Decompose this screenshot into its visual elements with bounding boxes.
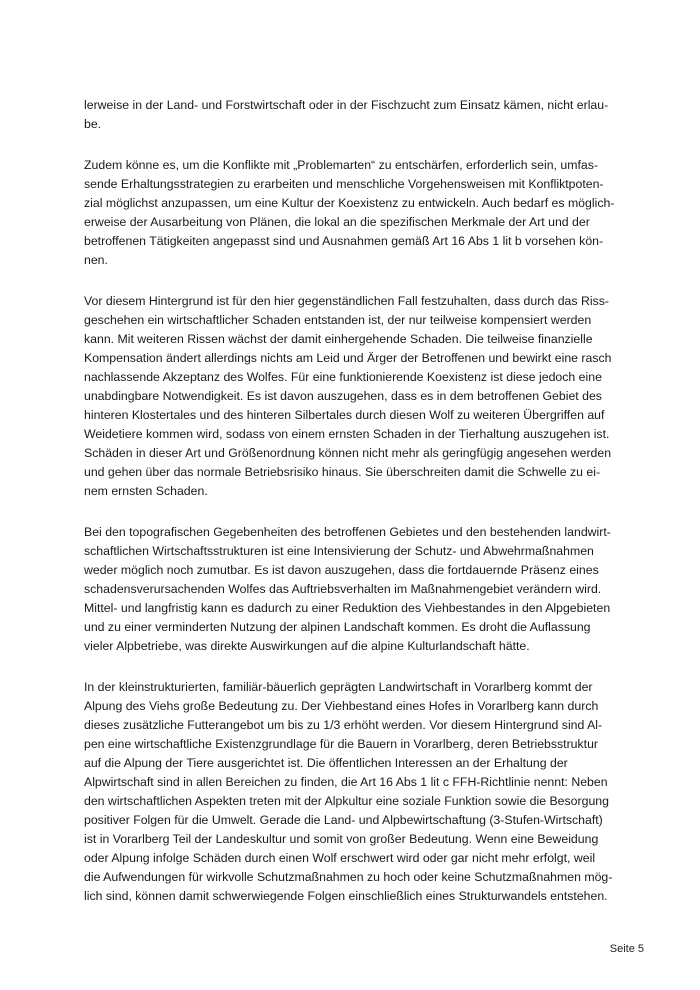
text-line: sende Erhaltungsstrategien zu erarbeiten und menschliche Vorgehensweisen mit Konfliktpoten-	[84, 177, 604, 191]
text-line: hinteren Klostertales und des hinteren Silbertales durch diesen Wolf zu weiteren Übergriffen auf	[84, 408, 605, 422]
text-line: betroffenen Tätigkeiten angepasst sind und Ausnahmen gemäß Art 16 Abs 1 lit b vorsehen kön-	[84, 234, 604, 248]
text-line: Alpung des Viehs große Bedeutung zu. Der Viehbestand eines Hofes in Vorarlberg kann durch	[84, 699, 599, 713]
page-body	[84, 96, 644, 928]
text-line: nachlassende Akzeptanz des Wolfes. Für eine funktionierende Koexistenz ist diese jedoch eine	[84, 370, 602, 384]
text-line: be.	[84, 117, 102, 131]
text-line: erweise der Ausarbeitung von Plänen, die lokal an die spezifischen Merkmale der Art und der	[84, 215, 590, 229]
text-line: In der kleinstrukturierten, familiär-bäuerlich geprägten Landwirtschaft in Vorarlberg kommt der	[84, 680, 593, 694]
text-line: geschehen ein wirtschaftlicher Schaden entstanden ist, der nur teilweise kompensiert werden	[84, 313, 592, 327]
text-line: ist in Vorarlberg Teil der Landeskultur und somit von großer Bedeutung. Wenn eine Beweidung	[84, 832, 599, 846]
text-line: Weidetiere kommen wird, sodass von einem ernsten Schaden in der Tierhaltung auszugehen ist.	[84, 427, 610, 441]
text-line: und zu einer verminderten Nutzung der alpinen Landschaft kommen. Es droht die Auflassung	[84, 620, 591, 634]
paragraph-2	[84, 156, 644, 270]
text-line: oder Alpung infolge Schäden durch einen Wolf erschwert wird oder gar nicht mehr erfolgt, weil	[84, 851, 596, 865]
text-line: unabdingbare Notwendigkeit. Es ist davon auszugehen, dass es in dem betroffenen Gebiet des	[84, 389, 602, 403]
text-line: lerweise in der Land- und Forstwirtschaft oder in der Fischzucht zum Einsatz kämen, nicht erlau-	[84, 98, 609, 112]
paragraph-1	[84, 96, 644, 134]
text-line: nen.	[84, 253, 108, 267]
text-line: pen eine wirtschaftliche Existenzgrundlage für die Bauern in Vorarlberg, deren Betriebsstruktur	[84, 737, 599, 751]
page-number: Seite 5	[609, 943, 644, 955]
text-line: positiver Folgen für die Umwelt. Gerade die Land- und Alpbewirtschaftung (3-Stufen-Wirtschaft)	[84, 813, 603, 827]
text-line: Alpwirtschaft sind in allen Bereichen zu finden, die Art 16 Abs 1 lit c FFH-Richtlinie nennt: Neben	[84, 775, 608, 789]
text-line: den wirtschaftlichen Aspekten treten mit der Alpkultur eine soziale Funktion sowie die Besorgung	[84, 794, 609, 808]
text-line: Schäden in dieser Art und Größenordnung können nicht mehr als geringfügig angesehen werden	[84, 446, 612, 460]
text-line: schaftlichen Wirtschaftsstrukturen ist eine Intensivierung der Schutz- und Abwehrmaßnahmen	[84, 544, 594, 558]
text-line: schadensverursachenden Wolfes das Auftriebsverhalten im Maßnahmengebiet verändern wird.	[84, 582, 602, 596]
paragraph-3	[84, 292, 644, 501]
text-line: Vor diesem Hintergrund ist für den hier gegenständlichen Fall festzuhalten, dass durch das Riss-	[84, 294, 609, 308]
text-line: Zudem könne es, um die Konflikte mit „Problemarten“ zu entschärfen, erforderlich sein, umfas-	[84, 158, 598, 172]
paragraph-5	[84, 678, 644, 906]
text-line: Kompensation ändert allerdings nichts am Leid und Ärger der Betroffenen und bewirkt eine rasch	[84, 351, 612, 365]
text-line: Bei den topografischen Gegebenheiten des betroffenen Gebietes und den bestehenden landwirt-	[84, 525, 611, 539]
text-line: kann. Mit weiteren Rissen wächst der damit einhergehende Schaden. Die teilweise finanzielle	[84, 332, 593, 346]
text-line: nem ernsten Schaden.	[84, 484, 208, 498]
text-line: und gehen über das normale Betriebsrisiko hinaus. Sie überschreiten damit die Schwelle zu ei-	[84, 465, 601, 479]
paragraph-4	[84, 523, 644, 656]
text-line: zial möglichst anzupassen, um eine Kultur der Koexistenz zu entwickeln. Auch bedarf es möglich-	[84, 196, 615, 210]
text-line: dieses zusätzliche Futterangebot um bis zu 1/3 erhöht werden. Vor diesem Hintergrund sind Al-	[84, 718, 603, 732]
text-line: lich sind, können damit schwerwiegende Folgen einschließlich eines Strukturwandels entstehen.	[84, 889, 608, 903]
text-line: weder möglich noch zumutbar. Es ist davon auszugehen, dass die fortdauernde Präsenz eines	[84, 563, 599, 577]
text-line: auf die Alpung der Tiere ausgerichtet ist. Die öffentlichen Interessen an der Erhaltung der	[84, 756, 568, 770]
text-line: die Aufwendungen für wirkvolle Schutzmaßnahmen zu hoch oder keine Schutzmaßnahmen mög-	[84, 870, 613, 884]
text-line: Mittel- und langfristig kann es dadurch zu einer Reduktion des Viehbestandes in den Alpgebieten	[84, 601, 611, 615]
text-line: vieler Alpbetriebe, was direkte Auswirkungen auf die alpine Kulturlandschaft hätte.	[84, 639, 530, 653]
